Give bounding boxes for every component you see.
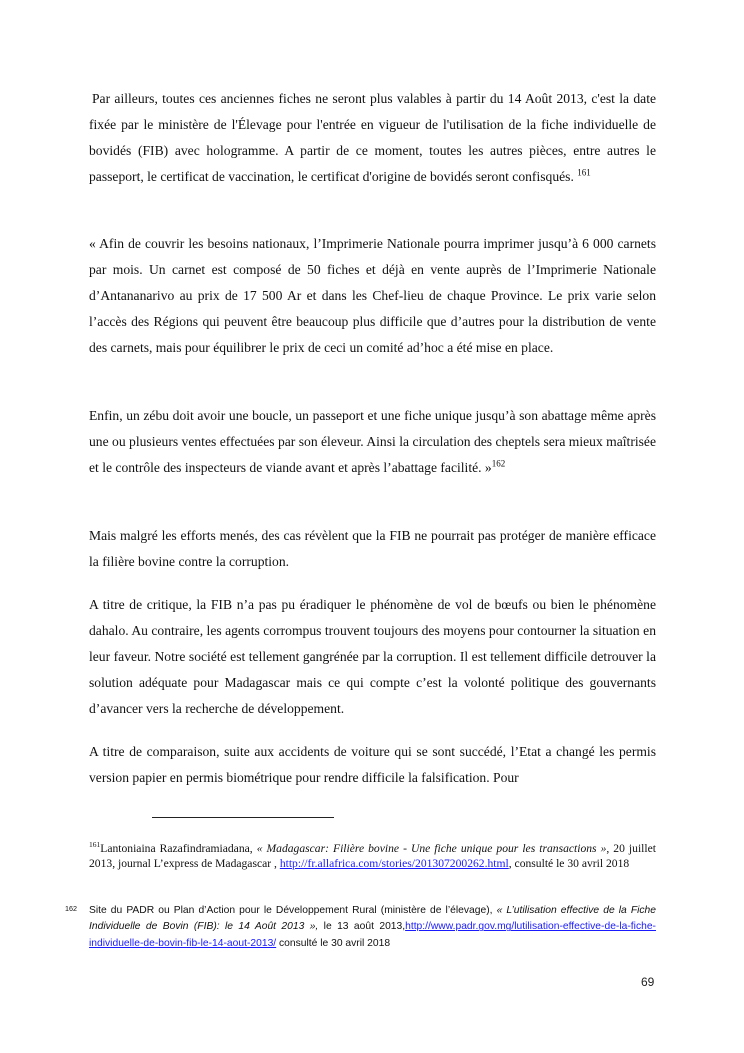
footnote-number: 161: [89, 840, 101, 850]
paragraph-text: « Afin de couvrir les besoins nationaux, l’Imprimerie Nationale pourra imprimer jusqu’à 6 000 carnets par mois. Un carnet est composé de 50 fiches et déjà en vente auprès de l’Imprimerie Nationale d’Antananarivo au prix de 17 500 Ar et dans les Chef-lieu de chaque Province. Le prix varie selon l’accès des Régions qui peuvent être beaucoup plus difficile que d’autres pour la distribution de vente des carnets, mais pour équilibrer le prix de ceci un comité ad’hoc a été mise en place.: [89, 236, 656, 356]
footnote-161: [89, 841, 656, 872]
footnote-details: , 20 juillet 2013, journal L’express de Madagascar ,: [89, 842, 656, 871]
footnote-details: le 13 août 2013,: [318, 921, 406, 933]
paragraph-text: A titre de critique, la FIB n’a pas pu éradiquer le phénomène de vol de bœufs ou bien le phénomène dahalo. Au contraire, les agents corrompus trouvent toujours des moyens pour contourner la situation en leur faveur. Notre société est tellement gangrénée par la corruption. Il est tellement difficile detrouver la solution adéquate pour Madagascar mais ce qui compte c’est la volonté politique des gouvernants d’avancer vers la recherche de développement.: [89, 597, 656, 717]
paragraph-fib-validity: [89, 86, 656, 190]
page-number: 69: [641, 975, 655, 989]
footnote-link[interactable]: http://fr.allafrica.com/stories/201307200262.html: [279, 857, 509, 871]
footnote-title: « Madagascar: Filière bovine - Une fiche unique pour les transactions »: [256, 842, 607, 855]
footnote-source: Site du PADR ou Plan d’Action pour le Développement Rural (ministère de l’élevage),: [89, 905, 497, 916]
paragraph-text: Par ailleurs, toutes ces anciennes fiches ne seront plus valables à partir du 14 Août 2013, c'est la date fixée par le ministère de l'Élevage pour l'entrée en vigueur de l'utilisation de la fiche individuelle de bovidés (FIB) avec hologramme. A partir de ce moment, toutes les autres pièces, entre autres le passeport, le certificat de vaccination, le certificat d'origine de bovidés seront confisqués.: [89, 91, 656, 185]
footnote-link[interactable]: http://www.padr.gov.mg/lutilisation-effective-de-la-fiche-individuelle-de-bovin-fib-le-14-aout-2013/: [89, 921, 656, 949]
footnote-accessed: , consulté le 30 avril 2018: [508, 857, 630, 871]
footnote-ref-161[interactable]: 161: [577, 167, 591, 178]
paragraph-critique: [89, 592, 656, 722]
footnote-ref-162[interactable]: 162: [491, 458, 506, 469]
paragraph-imprimerie-nationale: [89, 231, 656, 361]
footnote-number: 162: [65, 904, 77, 913]
paragraph-comparaison: [89, 739, 656, 791]
footnote-title: « L’utilisation effective de la Fiche Individuelle de Bovin (FIB): le 14 Août 2013 »,: [89, 905, 656, 933]
footnote-accessed: consulté le 30 avril 2018: [276, 937, 391, 949]
footnote-162: [89, 903, 656, 952]
paragraph-text: Mais malgré les efforts menés, des cas révèlent que la FIB ne pourrait pas protéger de manière efficace la filière bovine contre la corruption.: [89, 528, 656, 570]
paragraph-text: Enfin, un zébu doit avoir une boucle, un passeport et une fiche unique jusqu’à son abattage même après une ou plusieurs ventes effectuées par son éleveur. Ainsi la circulation des cheptels sera mieux maîtrisée et le contrôle des inspecteurs de viande avant et après l’abattage facilité. »: [89, 408, 656, 476]
paragraph-corruption-cases: [89, 523, 656, 575]
paragraph-zebu-boucle: [89, 403, 656, 481]
footnote-author: Lantoniaina Razafindramiadana,: [100, 842, 257, 855]
paragraph-text: A titre de comparaison, suite aux accidents de voiture qui se sont succédé, l’Etat a changé les permis version papier en permis biométrique pour rendre difficile la falsification. Pour: [89, 744, 656, 786]
footnote-separator: [152, 817, 334, 818]
